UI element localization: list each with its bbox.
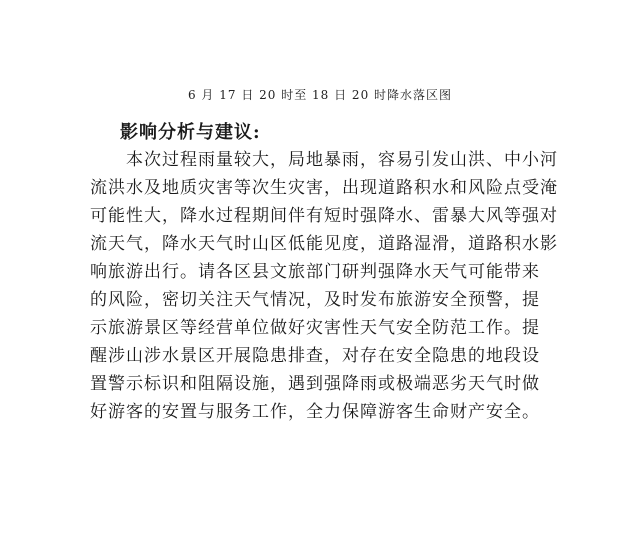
- figure-caption: 6 月 17 日 20 时至 18 日 20 时降水落区图: [187, 88, 453, 102]
- paragraph-line: 流天气，降水天气时山区低能见度，道路湿滑，道路积水影: [90, 234, 558, 254]
- paragraph-line: 流洪水及地质灾害等次生灾害，出现道路积水和风险点受淹: [90, 178, 558, 198]
- paragraph-line: 示旅游景区等经营单位做好灾害性天气安全防范工作。提: [90, 318, 540, 338]
- paragraph-line: 醒涉山涉水景区开展隐患排查，对存在安全隐患的地段设: [90, 346, 540, 366]
- paragraph-line: 的风险，密切关注天气情况，及时发布旅游安全预警，提: [90, 290, 540, 310]
- paragraph-line: 置警示标识和阻隔设施，遇到强降雨或极端恶劣天气时做: [90, 374, 540, 394]
- paragraph-line: 好游客的安置与服务工作，全力保障游客生命财产安全。: [90, 402, 540, 422]
- paragraph-line: 可能性大，降水过程期间伴有短时强降水、雷暴大风等强对: [90, 206, 558, 226]
- paragraph-line: 本次过程雨量较大，局地暴雨，容易引发山洪、中小河: [126, 150, 558, 170]
- body-paragraph: [90, 146, 558, 426]
- paragraph-line: 响旅游出行。请各区县文旅部门研判强降水天气可能带来: [90, 262, 540, 282]
- section-heading: 影响分析与建议:: [120, 122, 261, 143]
